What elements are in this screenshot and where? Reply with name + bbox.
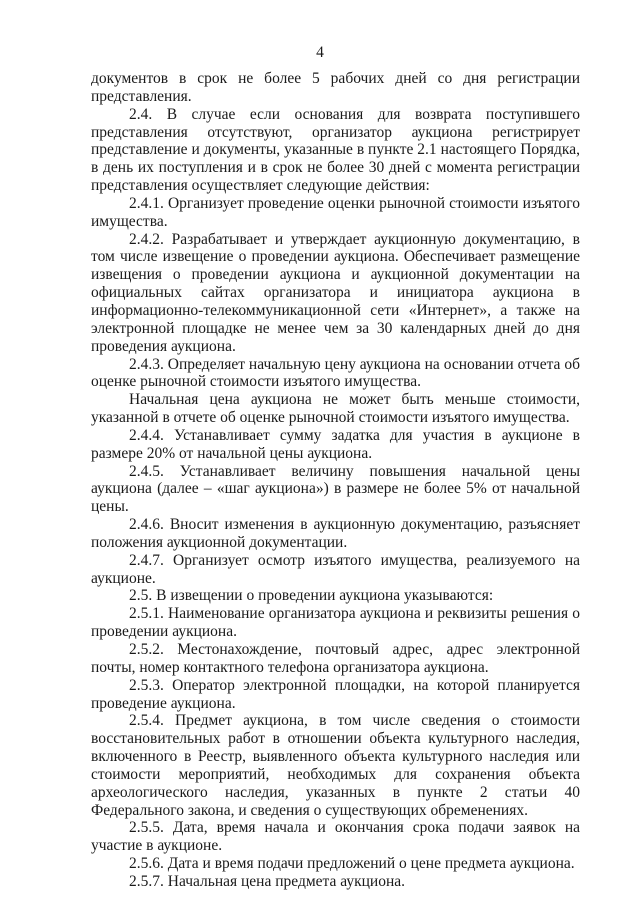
paragraph-2-4-4: 2.4.4. Устанавливает сумму задатка для участия в аукционе в размере 20% от начальной цены аукциона. <box>91 426 580 462</box>
paragraph-2-5: 2.5. В извещении о проведении аукциона указываются: <box>129 587 494 605</box>
page-number: 4 <box>316 44 324 61</box>
paragraph-2-5-7: 2.5.7. Начальная цена предмета аукциона. <box>129 872 405 890</box>
paragraph-2-5-2: 2.5.2. Местонахождение, почтовый адрес, адрес электронной почты, номер контактного телефона организатора аукциона. <box>91 641 580 676</box>
paragraph-2-5-6: 2.5.6. Дата и время подачи предложений о цене предмета аукциона. <box>129 855 575 873</box>
paragraph-2-4-6: 2.4.6. Вносит изменения в аукционную документацию, разъясняет положения аукционной документации. <box>91 516 580 551</box>
paragraph-2-4-2: 2.4.2. Разрабатывает и утверждает аукционную документацию, в том числе извещение о проведении аукциона. Обеспечивает размещение извещения о проведении аукциона и аукционной документации на официальных сайтах организатора и инициатора аукциона в информационно-телекоммуникационной сети «Интернет», а также на электронной площадке не менее чем за 30 календарных дней до дня проведения аукциона. <box>91 230 580 355</box>
paragraph-continuation: документов в срок не более 5 рабочих дней со дня регистрации представления. <box>91 70 580 105</box>
paragraph-2-4-1: 2.4.1. Организует проведение оценки рыночной стоимости изъятого имущества. <box>91 194 580 230</box>
paragraph-2-5-1: 2.5.1. Наименование организатора аукциона и реквизиты решения о проведении аукциона. <box>91 605 580 641</box>
paragraph-2-4-7: 2.4.7. Организует осмотр изъятого имущества, реализуемого на аукционе. <box>91 551 580 587</box>
paragraph-2-5-5: 2.5.5. Дата, время начала и окончания срока подачи заявок на участие в аукционе. <box>91 819 580 855</box>
paragraph-2-5-4: 2.5.4. Предмет аукциона, в том числе сведения о стоимости восстановительных работ в отношении объекта культурного наследия, включенного в Реестр, выявленного объекта культурного наследия или стоимости мероприятий, необходимых для сохранения объекта археологического наследия, указанных в пункте 2 статьи 40 Федерального закона, и сведения о существующих обременениях. <box>91 712 580 819</box>
paragraph-starting-price-note: Начальная цена аукциона не может быть меньше стоимости, указанной в отчете об оценке рыночной стоимости изъятого имущества. <box>91 391 580 427</box>
paragraph-2-5-3: 2.5.3. Оператор электронной площадки, на которой планируется проведение аукциона. <box>91 676 580 712</box>
document-body <box>91 70 580 891</box>
paragraph-2-4-5: 2.4.5. Устанавливает величину повышения начальной цены аукциона (далее – «шаг аукциона») в размере не более 5% от начальной цены. <box>91 462 580 516</box>
paragraph-2-4: 2.4. В случае если основания для возврата поступившего представления отсутствуют, организатор аукциона регистрирует представление и документы, указанные в пункте 2.1 настоящего Порядка, в день их поступления и в срок не более 30 дней с момента регистрации представления осуществляет следующие действия: <box>91 105 580 195</box>
paragraph-2-4-3: 2.4.3. Определяет начальную цену аукциона на основании отчета об оценке рыночной стоимости изъятого имущества. <box>91 355 580 391</box>
